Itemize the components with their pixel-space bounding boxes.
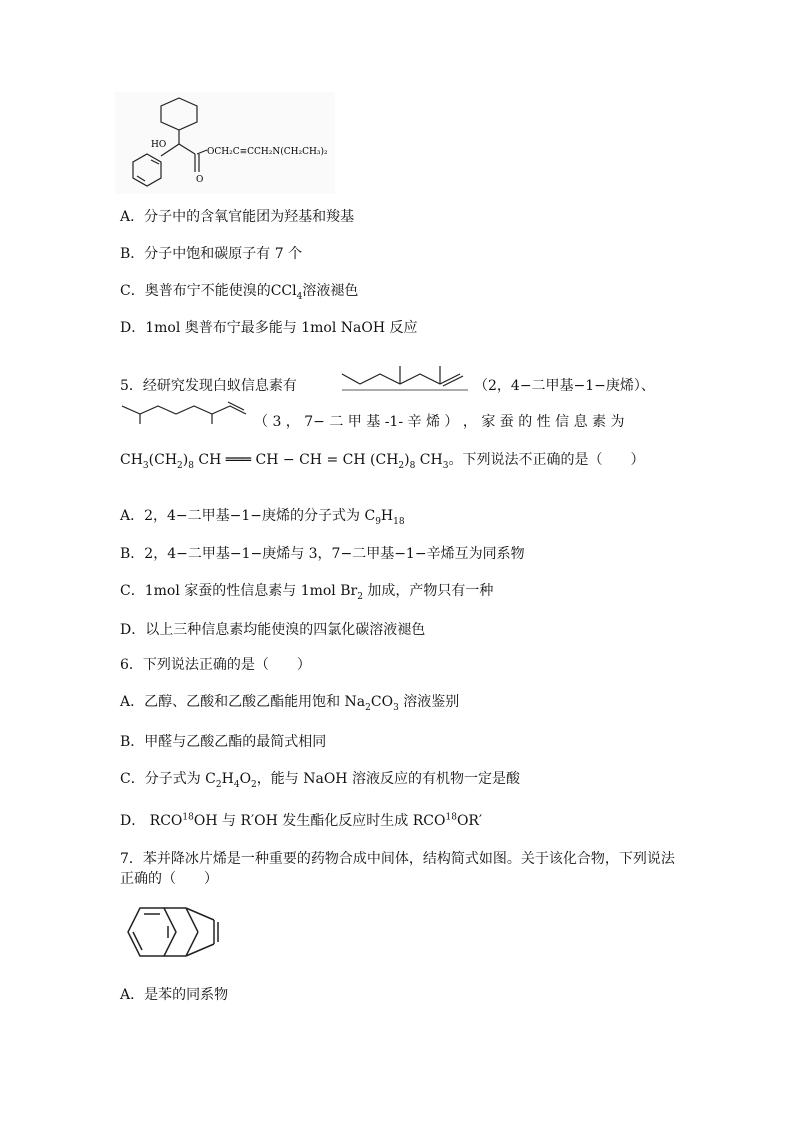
q5-silkworm-formula: $CH_3(CH_2)_8$ CH ═══ CH − CH = CH $(CH_2)_8$ $CH_3$。下列说法不正确的是（ ） bbox=[120, 452, 645, 471]
ho-label: HO bbox=[151, 140, 167, 150]
pheromone2-structure bbox=[120, 396, 250, 428]
ester-chain-label: OCH₂C≡CCH₂N(CH₂CH₃)₂ bbox=[207, 147, 328, 157]
q6-option-d: D． RCO$^{18}$OH 与 R′OH 发生酯化反应时生成 RCO$^{18}$OR′ bbox=[120, 812, 483, 829]
q5-name2: （ 3 ， 7− 二 甲 基 -1- 辛 烯 ） ， 家 蚕 的 性 信 息 素 为 bbox=[254, 414, 625, 430]
q4-option-a: A．分子中的含氧官能团为羟基和羧基 bbox=[120, 209, 355, 225]
oxybutynin-structure bbox=[115, 92, 335, 194]
q5-option-d: D．以上三种信息素均能使溴的四氯化碳溶液褪色 bbox=[120, 622, 426, 638]
q5-option-a: A．2，4−二甲基−1−庚烯的分子式为 $C_9H_{18}$ bbox=[120, 508, 405, 527]
q4-option-b: B．分子中饱和碳原子有 7 个 bbox=[120, 246, 303, 262]
pheromone1-structure bbox=[340, 360, 470, 394]
q4-option-d: D．1mol 奥普布宁最多能与 1mol NaOH 反应 bbox=[120, 320, 418, 336]
q7-stem-line2: 正确的（ ） bbox=[120, 871, 218, 887]
q6-option-b: B．甲醛与乙酸乙酯的最简式相同 bbox=[120, 734, 327, 750]
q7-option-a: A．是苯的同系物 bbox=[120, 987, 229, 1003]
q4-option-c: C．奥普布宁不能使溴的CCl$_4$溶液褪色 bbox=[120, 283, 359, 302]
q6-stem: 6．下列说法正确的是（ ） bbox=[120, 657, 311, 673]
svg-text:O: O bbox=[196, 175, 204, 185]
q5-option-b: B．2，4−二甲基−1−庚烯与 3，7−二甲基−1−辛烯互为同系物 bbox=[120, 546, 525, 562]
q5-option-c: C．1mol 家蚕的性信息素与 1mol $Br_2$ 加成，产物只有一种 bbox=[120, 583, 494, 602]
benzonorbornadiene-structure bbox=[118, 902, 258, 964]
q6-option-c: C．分子式为 $C_2H_4O_2$，能与 NaOH 溶液反应的有机物一定是酸 bbox=[120, 771, 520, 790]
q7-stem-line1: 7．苯并降冰片烯是一种重要的药物合成中间体，结构简式如图。关于该化合物，下列说法 bbox=[120, 851, 675, 867]
q6-option-a: A．乙醇、乙酸和乙酸乙酯能用饱和 $Na_2CO_3$ 溶液鉴别 bbox=[120, 694, 460, 713]
q5-name1: （2，4−二甲基−1−庚烯）、 bbox=[474, 378, 655, 394]
q5-intro: 5．经研究发现白蚁信息素有 bbox=[120, 378, 297, 394]
